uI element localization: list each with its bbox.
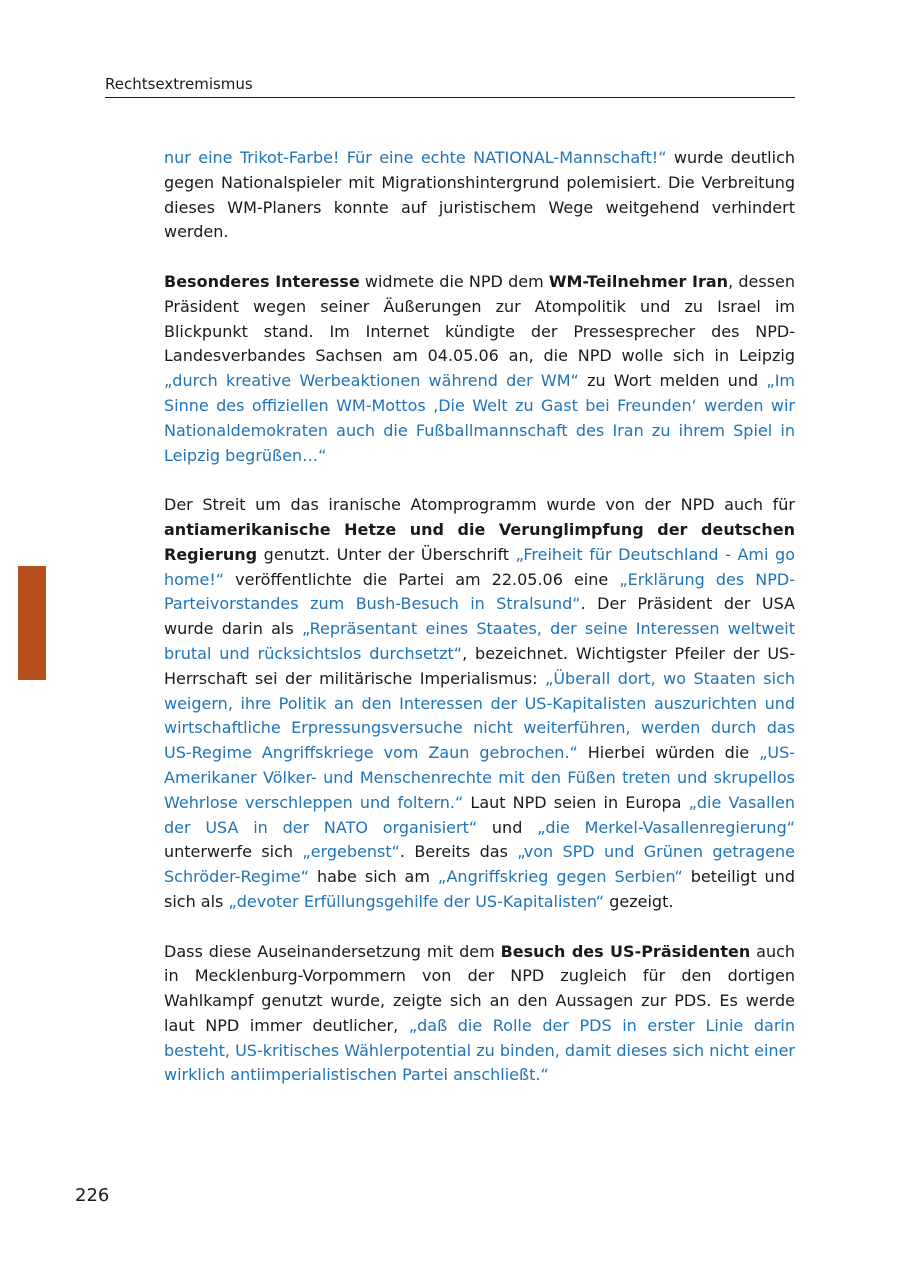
quote-text: „die Vasallen der USA in der NATO organisiert“ — [164, 792, 795, 837]
body-text: widmete die NPD dem — [359, 271, 549, 291]
quote-text: „Überall dort, wo Staaten sich weigern, ihre Politik an den Interessen der US-Kapitalisten auszurichten und wirtschaftliche Erpressungsversuche nicht weiterführen, werden durch das US-Regime Angriffskriege vom Zaun gebrochen.“ — [164, 668, 796, 763]
quote-text: „ergebenst“ — [302, 842, 400, 862]
body-text: . Der Präsident der USA wurde darin als — [164, 594, 795, 639]
quote-text: „Repräsentant eines Staates, der seine Interessen weltweit brutal und rücksichtslos durchsetzt“ — [164, 619, 796, 663]
body-text: . Bereits das — [399, 842, 518, 862]
emphasis-text: WM-Teilnehmer Iran — [548, 271, 729, 291]
body-text: Dass diese Auseinandersetzung mit dem — [164, 941, 501, 961]
quote-text: „daß die Rolle der PDS in erster Linie darin besteht, US-kritisches Wählerpotential zu binden, damit dieses sich nicht einer wirklich antiimperialistischen Partei anschließt.“ — [164, 1015, 795, 1085]
body-text: , dessen Präsident wegen seiner Äußerungen zur Atompolitik und zu Israel im Blickpunkt stand. Im Internet kündigte der Pressesprecher des NPD-Landesverbandes Sachsen am 04.05.06 an, die NPD wolle sich in Leipzig — [164, 271, 796, 366]
quote-text: „von SPD und Grünen getragene Schröder-Regime“ — [164, 842, 796, 887]
page-number: 226 — [75, 1185, 110, 1206]
paragraph-4 — [164, 940, 795, 1089]
body-text: Hierbei würden die — [577, 743, 760, 763]
body-text: beteiligt und sich als — [164, 867, 795, 911]
quote-text: „die Merkel-Vasallenregierung“ — [537, 817, 796, 837]
body-text: genutzt. Unter der Überschrift — [257, 544, 516, 564]
body-text: gezeigt. — [604, 891, 674, 911]
paragraph-1 — [164, 146, 795, 245]
quote-text: nur eine Trikot-Farbe! Für eine echte NATIONAL-Mannschaft!“ — [164, 148, 667, 167]
body-text: unterwerfe sich — [164, 842, 303, 862]
body-text: auch in Mecklenburg-Vorpommern von der NPD zugleich für den dortigen Wahlkampf genutzt wurde, zeigte sich an den Aussagen zur PDS. Es werde laut NPD immer deutlicher, — [164, 941, 796, 1035]
emphasis-text: Besuch des US-Präsidenten — [500, 941, 751, 961]
body-text: und — [477, 817, 538, 837]
paragraph-2 — [164, 270, 795, 468]
chapter-side-tab — [18, 566, 46, 680]
body-text: zu Wort melden und — [578, 371, 767, 391]
body-text: habe sich am — [309, 867, 438, 887]
body-text: Laut NPD seien in Europa — [463, 792, 689, 812]
emphasis-text: Besonderes Interesse — [164, 271, 360, 291]
body-text: Der Streit um das iranische Atomprogramm wurde von der NPD auch für — [164, 495, 795, 515]
quote-text: „US-Amerikaner Völker- und Menschenrechte mit den Füßen treten und skrupellos Wehrlose verschleppen und foltern.“ — [164, 743, 796, 812]
quote-text: „Erklärung des NPD-Parteivorstandes zum Bush-Besuch in Stralsund“ — [164, 569, 795, 614]
body-text: veröffentlichte die Partei am 22.05.06 eine — [224, 569, 620, 589]
quote-text: „Freiheit für Deutschland - Ami go home!“ — [164, 544, 795, 589]
quote-text: „Angriffskrieg gegen Serbien“ — [437, 867, 683, 887]
page-body — [164, 146, 795, 1113]
paragraph-3 — [164, 493, 795, 915]
quote-text: „durch kreative Werbeaktionen während der WM“ — [164, 371, 579, 391]
body-text: , bezeichnet. Wichtigster Pfeiler der US-Herrschaft sei der militärische Imperialismus: — [164, 643, 795, 688]
quote-text: „Im Sinne des offiziellen WM-Mottos ‚Die Welt zu Gast bei Freunden‘ werden wir Nationaldemokraten auch die Fußballmannschaft des Iran zu ihrem Spiel in Leipzig begrüßen…“ — [164, 371, 796, 465]
quote-text: „devoter Erfüllungsgehilfe der US-Kapitalisten“ — [228, 891, 605, 911]
emphasis-text: antiamerikanische Hetze und die Verunglimpfung der deutschen Regierung — [164, 519, 795, 564]
body-text: wurde deutlich gegen Nationalspieler mit Migrationshintergrund polemisiert. Die Verbreitung dieses WM-Planers konnte auf juristischem Wege weitgehend verhindert werden. — [164, 148, 795, 242]
running-header — [105, 74, 795, 98]
running-header-title: Rechtsextremismus — [105, 75, 253, 93]
